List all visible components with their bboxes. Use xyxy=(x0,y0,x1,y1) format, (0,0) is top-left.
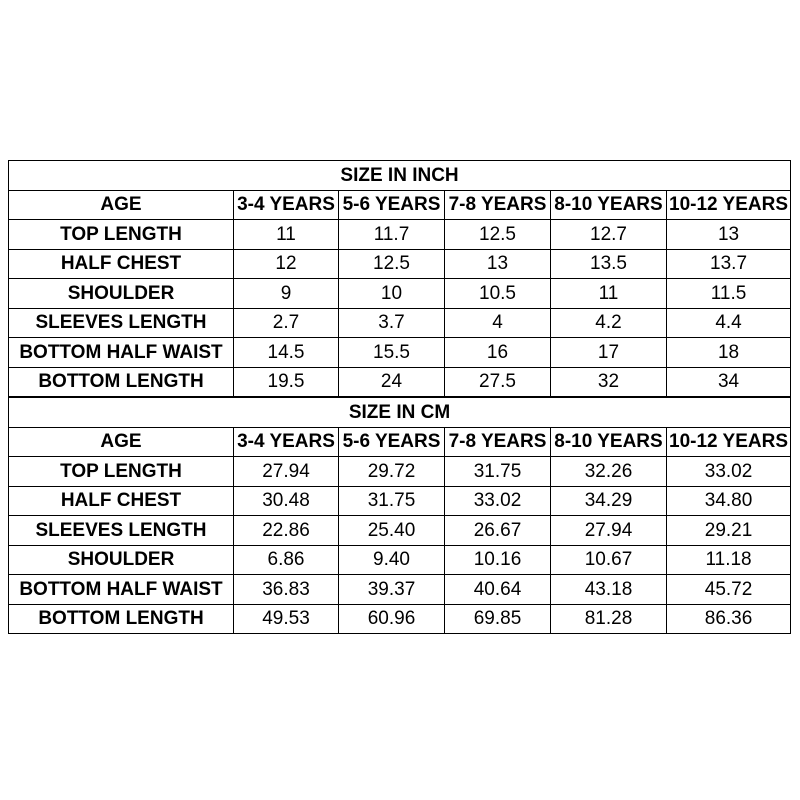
measurement-value: 32 xyxy=(551,367,667,397)
inch-section-title: SIZE IN INCH xyxy=(9,161,791,191)
table-row xyxy=(9,545,791,575)
measurement-value: 27.94 xyxy=(551,516,667,546)
measurement-label: SLEEVES LENGTH xyxy=(9,308,234,338)
measurement-value: 12.5 xyxy=(339,249,445,279)
table-row xyxy=(9,575,791,605)
measurement-value: 11.7 xyxy=(339,220,445,250)
measurement-value: 11.5 xyxy=(667,279,791,309)
measurement-label: BOTTOM HALF WAIST xyxy=(9,575,234,605)
cm-header-row xyxy=(9,427,791,457)
measurement-value: 12.5 xyxy=(445,220,551,250)
table-row xyxy=(9,367,791,397)
inch-title-row xyxy=(9,161,791,191)
measurement-value: 32.26 xyxy=(551,457,667,487)
measurement-label: BOTTOM LENGTH xyxy=(9,367,234,397)
measurement-value: 49.53 xyxy=(234,604,339,634)
table-row xyxy=(9,486,791,516)
age-column-header: 3-4 YEARS xyxy=(234,190,339,220)
measurement-value: 33.02 xyxy=(667,457,791,487)
cm-section-title: SIZE IN CM xyxy=(9,397,791,427)
age-column-header: 7-8 YEARS xyxy=(445,190,551,220)
measurement-value: 10.16 xyxy=(445,545,551,575)
measurement-value: 45.72 xyxy=(667,575,791,605)
measurement-value: 81.28 xyxy=(551,604,667,634)
age-column-header: 10-12 YEARS xyxy=(667,190,791,220)
table-row xyxy=(9,279,791,309)
measurement-value: 40.64 xyxy=(445,575,551,605)
measurement-value: 12.7 xyxy=(551,220,667,250)
age-column-header: 7-8 YEARS xyxy=(445,427,551,457)
measurement-label: SHOULDER xyxy=(9,545,234,575)
measurement-value: 24 xyxy=(339,367,445,397)
age-column-header: 3-4 YEARS xyxy=(234,427,339,457)
measurement-label: TOP LENGTH xyxy=(9,457,234,487)
cm-section xyxy=(9,397,791,634)
measurement-value: 11.18 xyxy=(667,545,791,575)
age-column-header: 8-10 YEARS xyxy=(551,427,667,457)
measurement-value: 10 xyxy=(339,279,445,309)
measurement-value: 4.2 xyxy=(551,308,667,338)
table-row xyxy=(9,604,791,634)
measurement-value: 36.83 xyxy=(234,575,339,605)
measurement-value: 69.85 xyxy=(445,604,551,634)
measurement-value: 18 xyxy=(667,338,791,368)
measurement-value: 43.18 xyxy=(551,575,667,605)
age-column-header: 8-10 YEARS xyxy=(551,190,667,220)
measurement-value: 2.7 xyxy=(234,308,339,338)
age-column-header: 10-12 YEARS xyxy=(667,427,791,457)
measurement-value: 27.94 xyxy=(234,457,339,487)
measurement-value: 13.7 xyxy=(667,249,791,279)
inch-section xyxy=(9,161,791,398)
inch-header-row xyxy=(9,190,791,220)
measurement-value: 13 xyxy=(667,220,791,250)
measurement-value: 27.5 xyxy=(445,367,551,397)
measurement-value: 31.75 xyxy=(339,486,445,516)
measurement-value: 29.21 xyxy=(667,516,791,546)
measurement-value: 19.5 xyxy=(234,367,339,397)
measurement-value: 29.72 xyxy=(339,457,445,487)
measurement-label: SLEEVES LENGTH xyxy=(9,516,234,546)
measurement-value: 16 xyxy=(445,338,551,368)
size-chart-table xyxy=(8,160,791,634)
age-header-cell: AGE xyxy=(9,190,234,220)
measurement-value: 31.75 xyxy=(445,457,551,487)
measurement-value: 12 xyxy=(234,249,339,279)
measurement-value: 9 xyxy=(234,279,339,309)
measurement-value: 34.29 xyxy=(551,486,667,516)
measurement-value: 4 xyxy=(445,308,551,338)
table-row xyxy=(9,338,791,368)
table-row xyxy=(9,516,791,546)
measurement-value: 4.4 xyxy=(667,308,791,338)
age-column-header: 5-6 YEARS xyxy=(339,427,445,457)
measurement-value: 6.86 xyxy=(234,545,339,575)
table-row xyxy=(9,220,791,250)
measurement-label: BOTTOM HALF WAIST xyxy=(9,338,234,368)
measurement-value: 14.5 xyxy=(234,338,339,368)
measurement-value: 3.7 xyxy=(339,308,445,338)
measurement-value: 13 xyxy=(445,249,551,279)
measurement-value: 17 xyxy=(551,338,667,368)
measurement-value: 33.02 xyxy=(445,486,551,516)
measurement-value: 34 xyxy=(667,367,791,397)
measurement-label: BOTTOM LENGTH xyxy=(9,604,234,634)
age-column-header: 5-6 YEARS xyxy=(339,190,445,220)
measurement-value: 39.37 xyxy=(339,575,445,605)
measurement-value: 13.5 xyxy=(551,249,667,279)
measurement-value: 11 xyxy=(551,279,667,309)
measurement-value: 10.5 xyxy=(445,279,551,309)
measurement-label: HALF CHEST xyxy=(9,249,234,279)
measurement-label: SHOULDER xyxy=(9,279,234,309)
measurement-value: 22.86 xyxy=(234,516,339,546)
measurement-value: 25.40 xyxy=(339,516,445,546)
measurement-value: 60.96 xyxy=(339,604,445,634)
measurement-value: 11 xyxy=(234,220,339,250)
measurement-value: 86.36 xyxy=(667,604,791,634)
table-row xyxy=(9,249,791,279)
measurement-value: 26.67 xyxy=(445,516,551,546)
age-header-cell: AGE xyxy=(9,427,234,457)
measurement-label: TOP LENGTH xyxy=(9,220,234,250)
measurement-value: 9.40 xyxy=(339,545,445,575)
cm-title-row xyxy=(9,397,791,427)
measurement-value: 10.67 xyxy=(551,545,667,575)
table-row xyxy=(9,457,791,487)
table-row xyxy=(9,308,791,338)
measurement-label: HALF CHEST xyxy=(9,486,234,516)
measurement-value: 34.80 xyxy=(667,486,791,516)
measurement-value: 15.5 xyxy=(339,338,445,368)
measurement-value: 30.48 xyxy=(234,486,339,516)
